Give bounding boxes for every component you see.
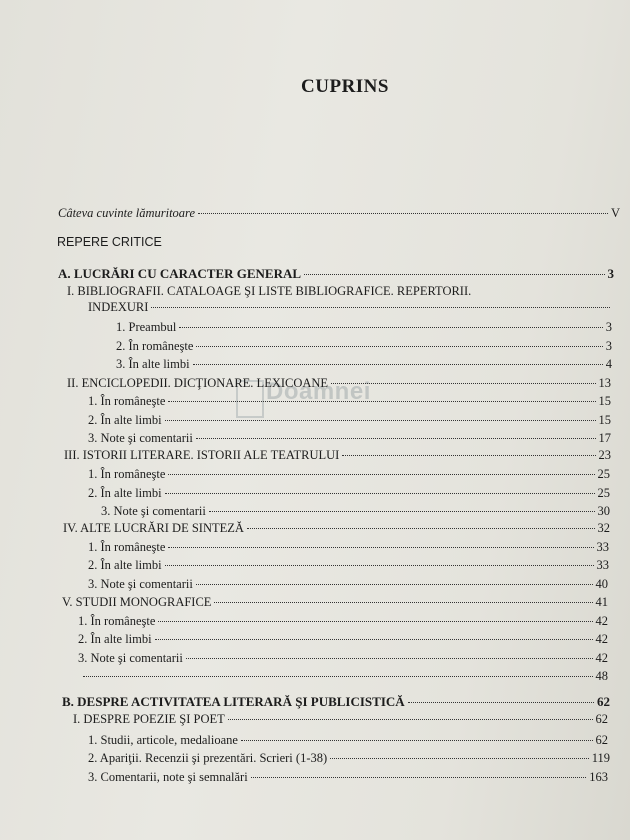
toc-subentry[interactable]: [88, 394, 611, 409]
toc-entry-a3[interactable]: [64, 448, 611, 463]
toc-page-number: 25: [597, 486, 610, 500]
toc-page-number: 41: [595, 595, 608, 609]
toc-entry-label: 3. Note şi comentarii: [78, 651, 183, 665]
dot-leader: [408, 702, 594, 703]
toc-page-number: 4: [605, 357, 612, 371]
toc-entry-label: III. ISTORII LITERARE. ISTORII ALE TEATRULUI: [64, 448, 340, 462]
dot-leader: [196, 438, 596, 439]
toc-subentry[interactable]: [88, 467, 610, 482]
dot-leader: [198, 213, 608, 214]
dot-leader: [193, 364, 603, 365]
toc-entry-label: 2. În alte limbi: [78, 632, 152, 646]
toc-entry-a1-line1[interactable]: I. BIBLIOGRAFII. CATALOAGE ŞI LISTE BIBLIOGRAFICE. REPERTORII.: [67, 284, 472, 298]
toc-entry-label: 1. Studii, articole, medalioane: [88, 733, 238, 747]
toc-page-number: 15: [598, 413, 611, 427]
toc-subentry[interactable]: [78, 651, 608, 666]
toc-subentry[interactable]: [88, 413, 611, 428]
toc-entry-a2[interactable]: [67, 376, 611, 391]
toc-page-number: 33: [596, 540, 609, 554]
toc-page-number: 42: [595, 632, 608, 646]
toc-entry-label: IV. ALTE LUCRĂRI DE SINTEZĂ: [63, 521, 244, 535]
toc-section-a[interactable]: [58, 266, 614, 282]
toc-page-number: 13: [598, 376, 611, 390]
dot-leader: [228, 719, 593, 720]
dot-leader: [209, 511, 595, 512]
toc-entry-label: B. DESPRE ACTIVITATEA LITERARĂ ŞI PUBLICISTICĂ: [62, 694, 405, 709]
toc-page-number: V: [610, 206, 620, 220]
toc-entry-label: 1. În româneşte: [78, 614, 156, 628]
dot-leader: [247, 528, 595, 529]
toc-entry-label: 1. În româneşte: [88, 394, 166, 408]
toc-page-number: 17: [598, 431, 611, 445]
toc-page-number: 3: [605, 339, 612, 353]
toc-subentry[interactable]: [116, 339, 612, 354]
dot-leader: [214, 602, 592, 603]
toc-entry-label: 2. În alte limbi: [88, 486, 162, 500]
dot-leader: [196, 346, 602, 347]
dot-leader: [151, 307, 610, 308]
toc-page-number: 33: [596, 558, 609, 572]
toc-entry-label: 3. În alte limbi: [116, 357, 190, 371]
dot-leader: [179, 327, 602, 328]
toc-page-number: 32: [597, 521, 610, 535]
dot-leader: [165, 565, 594, 566]
toc-page-number: 3: [607, 266, 614, 281]
toc-page-number: 42: [595, 651, 608, 665]
dot-leader: [155, 639, 593, 640]
repere-critice-heading: REPERE CRITICE: [57, 235, 162, 249]
watermark-text: Doamnei: [266, 378, 371, 405]
toc-page-number: 23: [598, 448, 611, 462]
toc-entry-label: I. DESPRE POEZIE ŞI POET: [73, 712, 225, 726]
toc-page-number: 15: [598, 394, 611, 408]
toc-page-number: 40: [595, 577, 608, 591]
dot-leader: [186, 658, 593, 659]
toc-subentry[interactable]: [88, 486, 610, 501]
toc-subentry[interactable]: [88, 577, 608, 592]
dot-leader: [331, 383, 595, 384]
dot-leader: [251, 777, 587, 778]
toc-subentry[interactable]: [78, 614, 608, 629]
dot-leader: [165, 420, 596, 421]
toc-subentry[interactable]: [78, 632, 608, 647]
toc-entry-a4[interactable]: [63, 521, 610, 536]
toc-subentry[interactable]: [88, 431, 611, 446]
dot-leader: [196, 584, 593, 585]
toc-entry-label: 2. Apariţii. Recenzii şi prezentări. Scrieri (1-38): [88, 751, 328, 765]
toc-page-number: 62: [597, 694, 610, 709]
toc-page-number: 119: [591, 751, 610, 765]
toc-entry-label: 2. În româneşte: [116, 339, 194, 353]
toc-page-number: 163: [589, 770, 608, 784]
toc-page-number: 48: [595, 669, 608, 683]
toc-subentry[interactable]: [101, 504, 610, 519]
toc-subentry[interactable]: [88, 733, 608, 748]
dot-leader: [330, 758, 589, 759]
dot-leader: [304, 274, 604, 275]
toc-subentry[interactable]: [88, 770, 608, 785]
toc-entry-label: 1. În româneşte: [88, 467, 166, 481]
toc-section-b[interactable]: [62, 694, 610, 710]
dot-leader: [168, 547, 593, 548]
dot-leader: [342, 455, 595, 456]
dot-leader: [168, 401, 595, 402]
toc-subentry[interactable]: [116, 320, 612, 335]
dot-leader: [83, 676, 593, 677]
toc-page-number: 3: [605, 320, 612, 334]
toc-entry-label: V. STUDII MONOGRAFICE: [62, 595, 212, 609]
toc-entry-label: 3. Note şi comentarii: [88, 577, 193, 591]
toc-entry-label: INDEXURI: [88, 300, 149, 314]
toc-entry-label: 3. Comentarii, note şi semnalări: [88, 770, 248, 784]
toc-page-number: 42: [595, 614, 608, 628]
toc-subentry[interactable]: [88, 558, 609, 573]
toc-continuation[interactable]: [80, 669, 608, 684]
toc-entry-label: 2. În alte limbi: [88, 413, 162, 427]
toc-entry-label: 1. În româneşte: [88, 540, 166, 554]
toc-entry-label: 3. Note şi comentarii: [88, 431, 193, 445]
toc-entry-a5[interactable]: [62, 595, 608, 610]
toc-entry-intro[interactable]: [58, 206, 620, 221]
toc-entry-label: Câteva cuvinte lămuritoare: [58, 206, 196, 220]
toc-subentry[interactable]: [116, 357, 612, 372]
toc-entry-label: 1. Preambul: [116, 320, 177, 334]
toc-entry-label: 3. Note şi comentarii: [101, 504, 206, 518]
toc-entry-label: 2. În alte limbi: [88, 558, 162, 572]
toc-page-number: 62: [595, 733, 608, 747]
dot-leader: [168, 474, 594, 475]
toc-page-number: 30: [597, 504, 610, 518]
dot-leader: [241, 740, 593, 741]
toc-entry-label: II. ENCICLOPEDII. DICŢIONARE. LEXICOANE: [67, 376, 329, 390]
dot-leader: [165, 493, 595, 494]
toc-entry-a1[interactable]: [88, 300, 613, 315]
dot-leader: [158, 621, 592, 622]
toc-entry-b1[interactable]: [73, 712, 608, 727]
toc-subentry[interactable]: [88, 751, 610, 766]
toc-subentry[interactable]: [88, 540, 609, 555]
page-title: CUPRINS: [301, 76, 389, 97]
toc-page-number: 62: [595, 712, 608, 726]
toc-entry-label: A. LUCRĂRI CU CARACTER GENERAL: [58, 266, 302, 281]
toc-page-number: 25: [597, 467, 610, 481]
